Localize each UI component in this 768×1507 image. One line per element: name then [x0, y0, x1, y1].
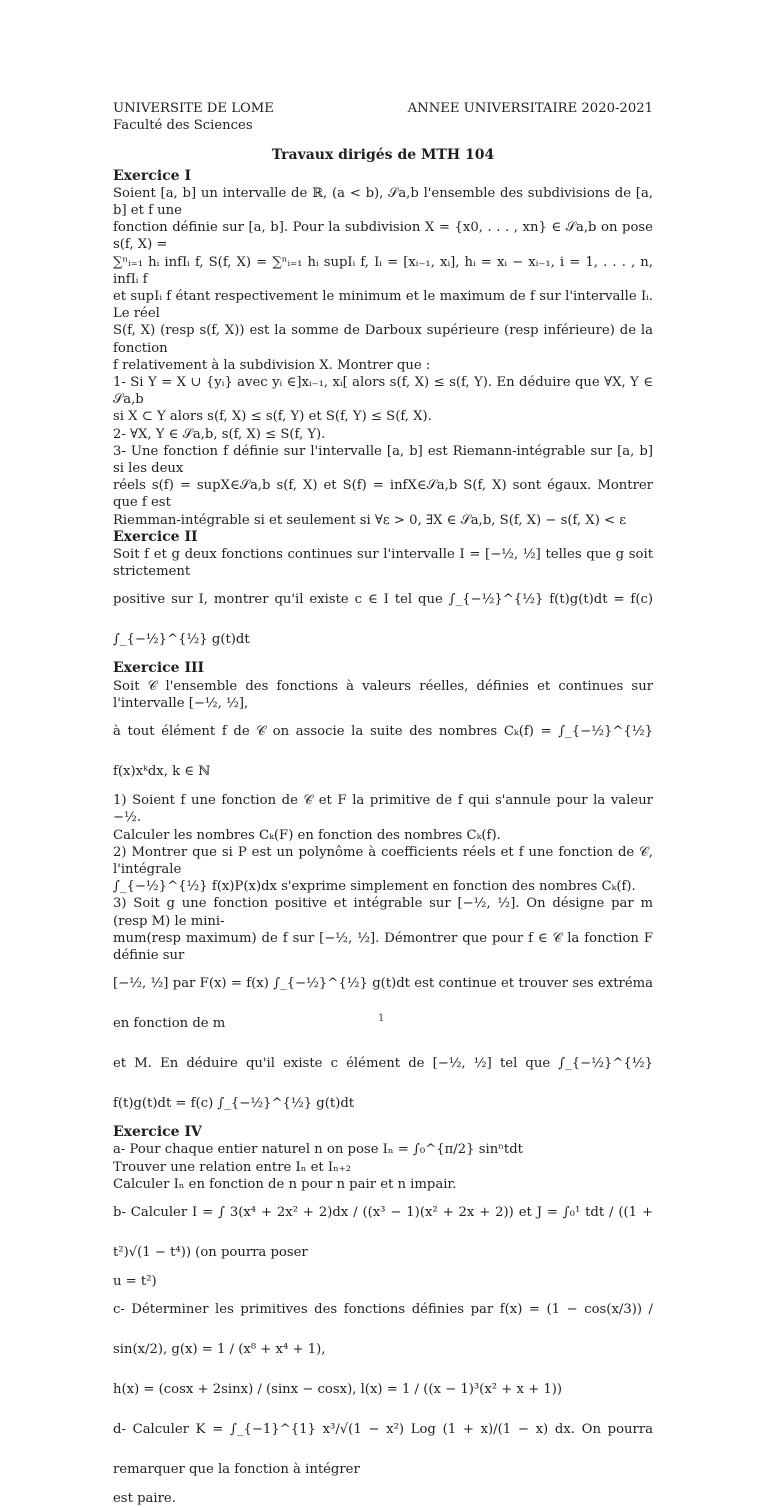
ex3-line: mum(resp maximum) de f sur [−½, ½]. Démontrer que pour f ∈ 𝒞 la fonction F définie sur: [113, 930, 653, 963]
exercise-1-heading: Exercice I: [113, 167, 191, 184]
exercise-3-heading: Exercice III: [113, 660, 205, 677]
university-name: UNIVERSITE DE LOME: [113, 101, 274, 116]
ex1-line: ∑ⁿᵢ₌₁ hᵢ infIᵢ f, S(f, X) = ∑ⁿᵢ₌₁ hᵢ supIᵢ f, Iᵢ = [xᵢ₋₁, xᵢ], hᵢ = xᵢ − xᵢ₋₁, i = 1, . . . , n, infIᵢ f: [113, 254, 653, 287]
academic-year: ANNEE UNIVERSITAIRE 2020-2021: [407, 101, 653, 116]
ex1-line: S(f, X) (resp s(f, X)) est la somme de Darboux supérieure (resp inférieure) de la fonction: [113, 323, 653, 356]
ex2-line: Soit f et g deux fonctions continues sur l'intervalle I = [−½, ½] telles que g soit strictement: [113, 547, 653, 580]
ex1-line: et supIᵢ f étant respectivement le minimum et le maximum de f sur l'intervalle Iᵢ. Le réel: [113, 289, 653, 322]
ex4-line: b- Calculer I = ∫ 3(x⁴ + 2x² + 2)dx / ((x³ − 1)(x² + 2x + 2)) et J = ∫₀¹ tdt / ((1 + t²)√(1 − t⁴)) (on pourra poser: [113, 1204, 653, 1260]
ex1-line: Soient [a, b] un intervalle de ℝ, (a < b), 𝒮a,b l'ensemble des subdivisions de [a, b] et f une: [113, 185, 653, 219]
exercise-4-heading: Exercice IV: [113, 1124, 202, 1141]
ex4-line: d- Calculer K = ∫_{−1}^{1} x³/√(1 − x²) Log (1 + x)/(1 − x) dx. On pourra remarquer que la fonction à intégrer: [113, 1422, 653, 1478]
ex3-line: [−½, ½] par F(x) = f(x) ∫_{−½}^{½} g(t)dt est continue et trouver ses extréma en fonction de m: [113, 976, 653, 1032]
header: [113, 100, 653, 117]
exercise-2-heading: Exercice II: [113, 528, 198, 545]
document-page: [113, 100, 653, 1507]
ex3-line: Calculer les nombres Cₖ(F) en fonction des nombres Cₖ(f).: [113, 827, 501, 843]
ex4-line: est paire.: [113, 1491, 176, 1507]
ex3-line: ∫_{−½}^{½} f(x)P(x)dx s'exprime simplement en fonction des nombres Cₖ(f).: [113, 879, 636, 895]
ex4-line: c- Déterminer les primitives des fonctions définies par f(x) = (1 − cos(x/3)) / sin(x/2), g(x) = 1 / (x⁸ + x⁴ + 1),: [113, 1302, 653, 1358]
ex1-line: réels s(f) = supX∈𝒮a,b s(f, X) et S(f) = infX∈𝒮a,b S(f, X) sont égaux. Montrer que f est: [113, 478, 653, 511]
ex1-line: 3- Une fonction f définie sur l'intervalle [a, b] est Riemann-intégrable sur [a, b] si les deux: [113, 443, 653, 477]
ex2-line: positive sur I, montrer qu'il existe c ∈ I tel que ∫_{−½}^{½} f(t)g(t)dt = f(c) ∫_{−½}^{½} g(t)dt: [113, 592, 653, 648]
ex4-line: h(x) = (cosx + 2sinx) / (sinx − cosx), l(x) = 1 / ((x − 1)³(x² + x + 1)): [113, 1382, 563, 1398]
ex1-line: si X ⊂ Y alors s(f, X) ≤ s(f, Y) et S(f, Y) ≤ S(f, X).: [113, 409, 432, 425]
ex1-line: fonction définie sur [a, b]. Pour la subdivision X = {x0, . . . , xn} ∈ 𝒮a,b on pose s(f, X) =: [113, 220, 653, 253]
ex1-line: 2- ∀X, Y ∈ 𝒮a,b, s(f, X) ≤ S(f, Y).: [113, 426, 326, 442]
ex3-line: et M. En déduire qu'il existe c élément de [−½, ½] tel que ∫_{−½}^{½} f(t)g(t)dt = f(c) ∫_{−½}^{½} g(t)dt: [113, 1056, 653, 1112]
ex3-line: 1) Soient f une fonction de 𝒞 et F la primitive de f qui s'annule pour la valeur −½.: [113, 793, 653, 826]
page-number: 1: [378, 1013, 385, 1024]
ex1-line: Riemman-intégrable si et seulement si ∀ε > 0, ∃X ∈ 𝒮a,b, S(f, X) − s(f, X) < ε: [113, 512, 627, 528]
ex3-line: 3) Soit g une fonction positive et intégrable sur [−½, ½]. On désigne par m (resp M) le mini-: [113, 896, 653, 929]
ex4-line: a- Pour chaque entier naturel n on pose Iₙ = ∫₀^{π/2} sinⁿtdt: [113, 1142, 523, 1158]
ex4-line: u = t²): [113, 1273, 157, 1289]
document-title: Travaux dirigés de MTH 104: [271, 147, 495, 164]
faculty-name: Faculté des Sciences: [113, 118, 253, 134]
ex1-line: 1- Si Y = X ∪ {yᵢ} avec yᵢ ∈]xᵢ₋₁, xᵢ[ alors s(f, X) ≤ s(f, Y). En déduire que ∀X, Y ∈ 𝒮a,b: [113, 375, 653, 408]
ex3-line: Soit 𝒞 l'ensemble des fonctions à valeurs réelles, définies et continues sur l'intervalle [−½, ½],: [113, 678, 653, 711]
ex4-line: Calculer Iₙ en fonction de n pour n pair et n impair.: [113, 1176, 457, 1192]
ex3-line: à tout élément f de 𝒞 on associe la suite des nombres Cₖ(f) = ∫_{−½}^{½} f(x)xᵏdx, k ∈ ℕ: [113, 724, 653, 780]
ex4-line: Trouver une relation entre Iₙ et Iₙ₊₂: [113, 1159, 352, 1175]
ex1-line: f relativement à la subdivision X. Montrer que :: [113, 357, 431, 373]
ex3-line: 2) Montrer que si P est un polynôme à coefficients réels et f une fonction de 𝒞, l'intégrale: [113, 844, 653, 877]
